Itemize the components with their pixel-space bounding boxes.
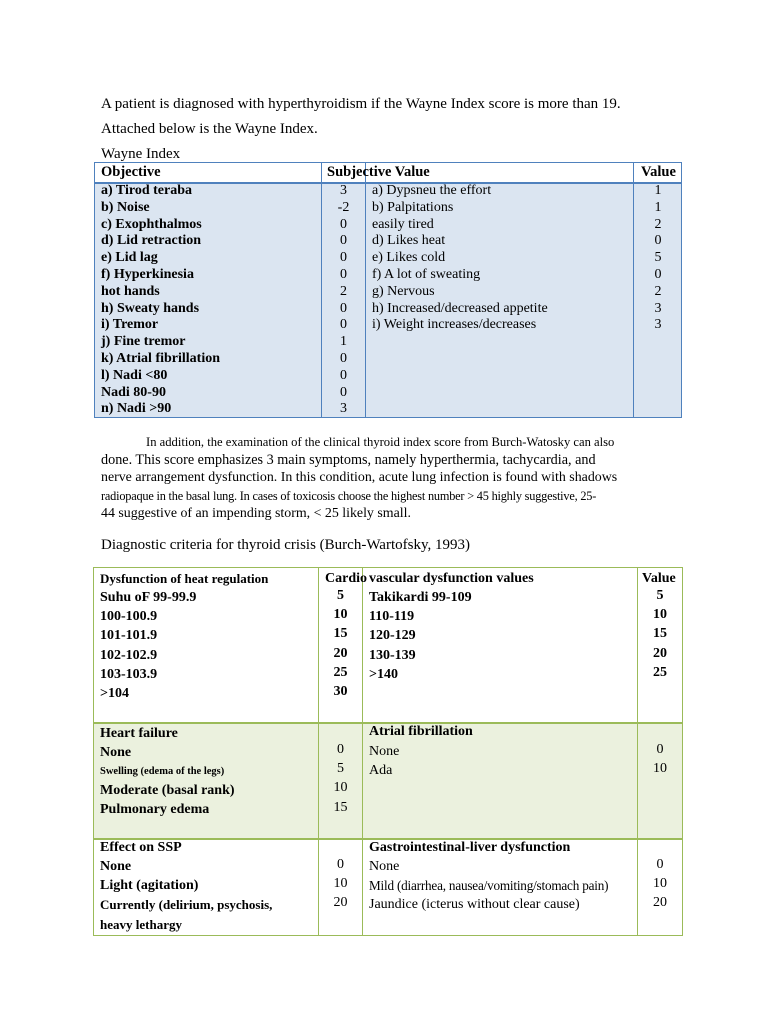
paragraph-line: In addition, the examination of the clinical thyroid index score from Burch-Watosky can also bbox=[146, 435, 615, 449]
list-item: k) Atrial fibrillation bbox=[101, 350, 220, 366]
score-cell: 20 bbox=[333, 645, 348, 661]
atrial-fibrillation-title: Atrial fibrillation bbox=[369, 724, 473, 739]
wayne-caption: Wayne Index bbox=[101, 146, 181, 162]
wayne-subjective-values bbox=[634, 183, 682, 334]
list-item: Jaundice (icterus without clear cause) bbox=[369, 897, 580, 913]
gi-items bbox=[369, 857, 608, 915]
list-item: 130-139 bbox=[369, 647, 416, 663]
score-cell: 20 bbox=[653, 895, 667, 911]
list-item: e) Likes cold bbox=[372, 250, 446, 266]
cardio-title-part: Cardio bbox=[325, 571, 367, 586]
score-cell: 0 bbox=[656, 742, 664, 757]
score-cell: 3 bbox=[654, 317, 662, 333]
list-item: g) Nervous bbox=[372, 283, 435, 299]
list-item: f) A lot of sweating bbox=[372, 266, 481, 282]
list-item: j) Fine tremor bbox=[101, 334, 186, 350]
score-cell: 10 bbox=[653, 607, 667, 623]
wayne-objective-scores bbox=[322, 183, 365, 418]
score-cell: 5 bbox=[656, 588, 664, 603]
list-item: f) Hyperkinesia bbox=[101, 266, 194, 282]
value-title: Value bbox=[642, 571, 676, 586]
burch-caption: Diagnostic criteria for thyroid crisis (Burch-Wartofsky, 1993) bbox=[101, 537, 470, 553]
score-cell: 2 bbox=[340, 283, 347, 299]
score-cell: 0 bbox=[340, 233, 347, 249]
score-cell: 15 bbox=[653, 626, 667, 642]
paragraph-line: nerve arrangement dysfunction. In this condition, acute lung infection is found with shadows bbox=[101, 470, 618, 485]
intro-line-2: Attached below is the Wayne Index. bbox=[101, 121, 318, 137]
gi-liver-title: Gastrointestinal-liver dysfunction bbox=[369, 840, 571, 855]
score-cell: 20 bbox=[653, 645, 667, 661]
cardio-title: vascular dysfunction values bbox=[369, 571, 534, 586]
wayne-header-objective: Objective bbox=[101, 164, 161, 180]
score-cell: 3 bbox=[340, 401, 347, 417]
list-item: Nadi 80-90 bbox=[101, 384, 166, 400]
paragraph-line: 44 suggestive of an impending storm, < 25 likely small. bbox=[101, 506, 411, 521]
list-item: 100-100.9 bbox=[100, 609, 158, 625]
score-cell: 25 bbox=[333, 664, 348, 680]
score-cell: 0 bbox=[340, 384, 347, 400]
list-item: hot hands bbox=[101, 283, 160, 299]
list-item: 101-101.9 bbox=[100, 628, 158, 644]
list-item: Takikardi 99-109 bbox=[369, 590, 472, 605]
list-item: i) Weight increases/decreases bbox=[372, 317, 537, 333]
score-cell: 0 bbox=[656, 857, 664, 872]
score-cell: 15 bbox=[333, 626, 348, 642]
wayne-header-value: Value bbox=[641, 164, 676, 180]
ssp-scores bbox=[319, 855, 362, 913]
list-item: i) Tremor bbox=[101, 317, 159, 333]
list-item: l) Nadi <80 bbox=[101, 367, 168, 383]
score-cell: 5 bbox=[337, 761, 344, 777]
ssp-items bbox=[100, 857, 272, 934]
score-cell: 10 bbox=[653, 761, 667, 777]
list-item: Swelling (edema of the legs) bbox=[100, 766, 225, 777]
score-cell: 10 bbox=[333, 607, 348, 623]
heart-failure-scores bbox=[319, 740, 362, 817]
score-cell: -2 bbox=[337, 199, 350, 215]
score-cell: 0 bbox=[340, 216, 347, 232]
gi-scores bbox=[638, 855, 682, 913]
score-cell: 0 bbox=[337, 742, 344, 757]
score-cell: 10 bbox=[333, 876, 348, 892]
list-item: n) Nadi >90 bbox=[101, 401, 172, 417]
atrial-scores bbox=[638, 740, 682, 778]
list-item: Light (agitation) bbox=[100, 878, 199, 894]
score-cell: 0 bbox=[340, 350, 347, 366]
list-item: 120-129 bbox=[369, 628, 416, 644]
score-cell: 1 bbox=[654, 183, 662, 198]
score-cell: 0 bbox=[654, 266, 662, 282]
list-item: h) Sweaty hands bbox=[101, 300, 200, 316]
intro-line-1: A patient is diagnosed with hyperthyroidism if the Wayne Index score is more than 19. bbox=[101, 96, 621, 112]
list-item: d) Likes heat bbox=[372, 233, 446, 249]
wayne-subjective-list bbox=[372, 183, 630, 334]
score-cell: 2 bbox=[654, 283, 662, 299]
heart-failure-title: Heart failure bbox=[100, 726, 178, 741]
list-item: 103-103.9 bbox=[100, 666, 158, 682]
list-item: h) Increased/decreased appetite bbox=[372, 300, 548, 316]
heat-dysfunction-title: Dysfunction of heat regulation bbox=[100, 571, 269, 586]
cardio-items bbox=[369, 588, 472, 684]
wayne-header-subjective: Subjective Value bbox=[327, 164, 430, 180]
list-item: d) Lid retraction bbox=[101, 233, 202, 249]
heat-scores bbox=[319, 586, 362, 701]
score-cell: 0 bbox=[340, 250, 347, 266]
score-cell: 0 bbox=[340, 367, 347, 383]
burch-paragraph bbox=[101, 433, 691, 523]
list-item: None bbox=[100, 859, 132, 874]
score-cell: 0 bbox=[340, 266, 347, 282]
score-cell: 20 bbox=[333, 895, 348, 911]
score-cell: 5 bbox=[337, 588, 344, 603]
list-item: Mild (diarrhea, nausea/vomiting/stomach pain) bbox=[369, 878, 609, 894]
list-item: c) Exophthalmos bbox=[101, 216, 202, 232]
score-cell: 3 bbox=[340, 183, 347, 198]
list-item: Currently (delirium, psychosis, bbox=[100, 897, 273, 913]
list-item: None bbox=[100, 745, 132, 760]
list-item: 110-119 bbox=[369, 609, 415, 625]
burch-divider bbox=[362, 568, 363, 935]
score-cell: 0 bbox=[654, 233, 662, 249]
atrial-items bbox=[369, 742, 399, 780]
score-cell: 10 bbox=[333, 780, 348, 796]
paragraph-line: done. This score emphasizes 3 main symptoms, namely hyperthermia, tachycardia, and bbox=[101, 452, 596, 468]
score-cell: 10 bbox=[653, 876, 667, 892]
list-item: >104 bbox=[100, 685, 129, 701]
score-cell: 2 bbox=[654, 216, 662, 232]
score-cell: 1 bbox=[340, 334, 347, 350]
score-cell: 0 bbox=[337, 857, 344, 872]
score-cell: 3 bbox=[654, 300, 662, 316]
list-item: b) Noise bbox=[101, 199, 150, 215]
list-item: 102-102.9 bbox=[100, 647, 158, 663]
score-cell: 0 bbox=[340, 317, 347, 333]
list-item: >140 bbox=[369, 666, 398, 682]
score-cell: 1 bbox=[654, 199, 662, 215]
heat-items bbox=[100, 588, 196, 703]
cardio-scores bbox=[638, 586, 682, 682]
list-item: easily tired bbox=[372, 216, 434, 232]
score-cell: 0 bbox=[340, 300, 347, 316]
list-item: a) Tirod teraba bbox=[101, 183, 193, 198]
burch-wartofsky-table bbox=[93, 567, 683, 936]
list-item: e) Lid lag bbox=[101, 250, 158, 266]
list-item: None bbox=[369, 744, 400, 759]
paragraph-line: radiopaque in the basal lung. In cases of toxicosis choose the highest number > 45 highly suggestive, 25- bbox=[101, 489, 597, 503]
ssp-title: Effect on SSP bbox=[100, 840, 182, 855]
list-item: None bbox=[369, 859, 400, 874]
wayne-objective-list bbox=[101, 183, 316, 418]
list-item: Moderate (basal rank) bbox=[100, 783, 235, 798]
score-cell: 25 bbox=[653, 664, 667, 680]
list-item: Pulmonary edema bbox=[100, 802, 210, 817]
list-item: heavy lethargy bbox=[100, 916, 182, 932]
score-cell: 5 bbox=[654, 250, 662, 266]
list-item: b) Palpitations bbox=[372, 199, 454, 215]
score-cell: 30 bbox=[333, 683, 348, 699]
wayne-divider bbox=[365, 163, 366, 417]
list-item: a) Dypsneu the effort bbox=[372, 183, 492, 198]
wayne-index-table bbox=[94, 162, 682, 418]
list-item: Ada bbox=[369, 763, 393, 779]
score-cell: 15 bbox=[333, 799, 348, 815]
list-item: Suhu oF 99-99.9 bbox=[100, 590, 197, 605]
